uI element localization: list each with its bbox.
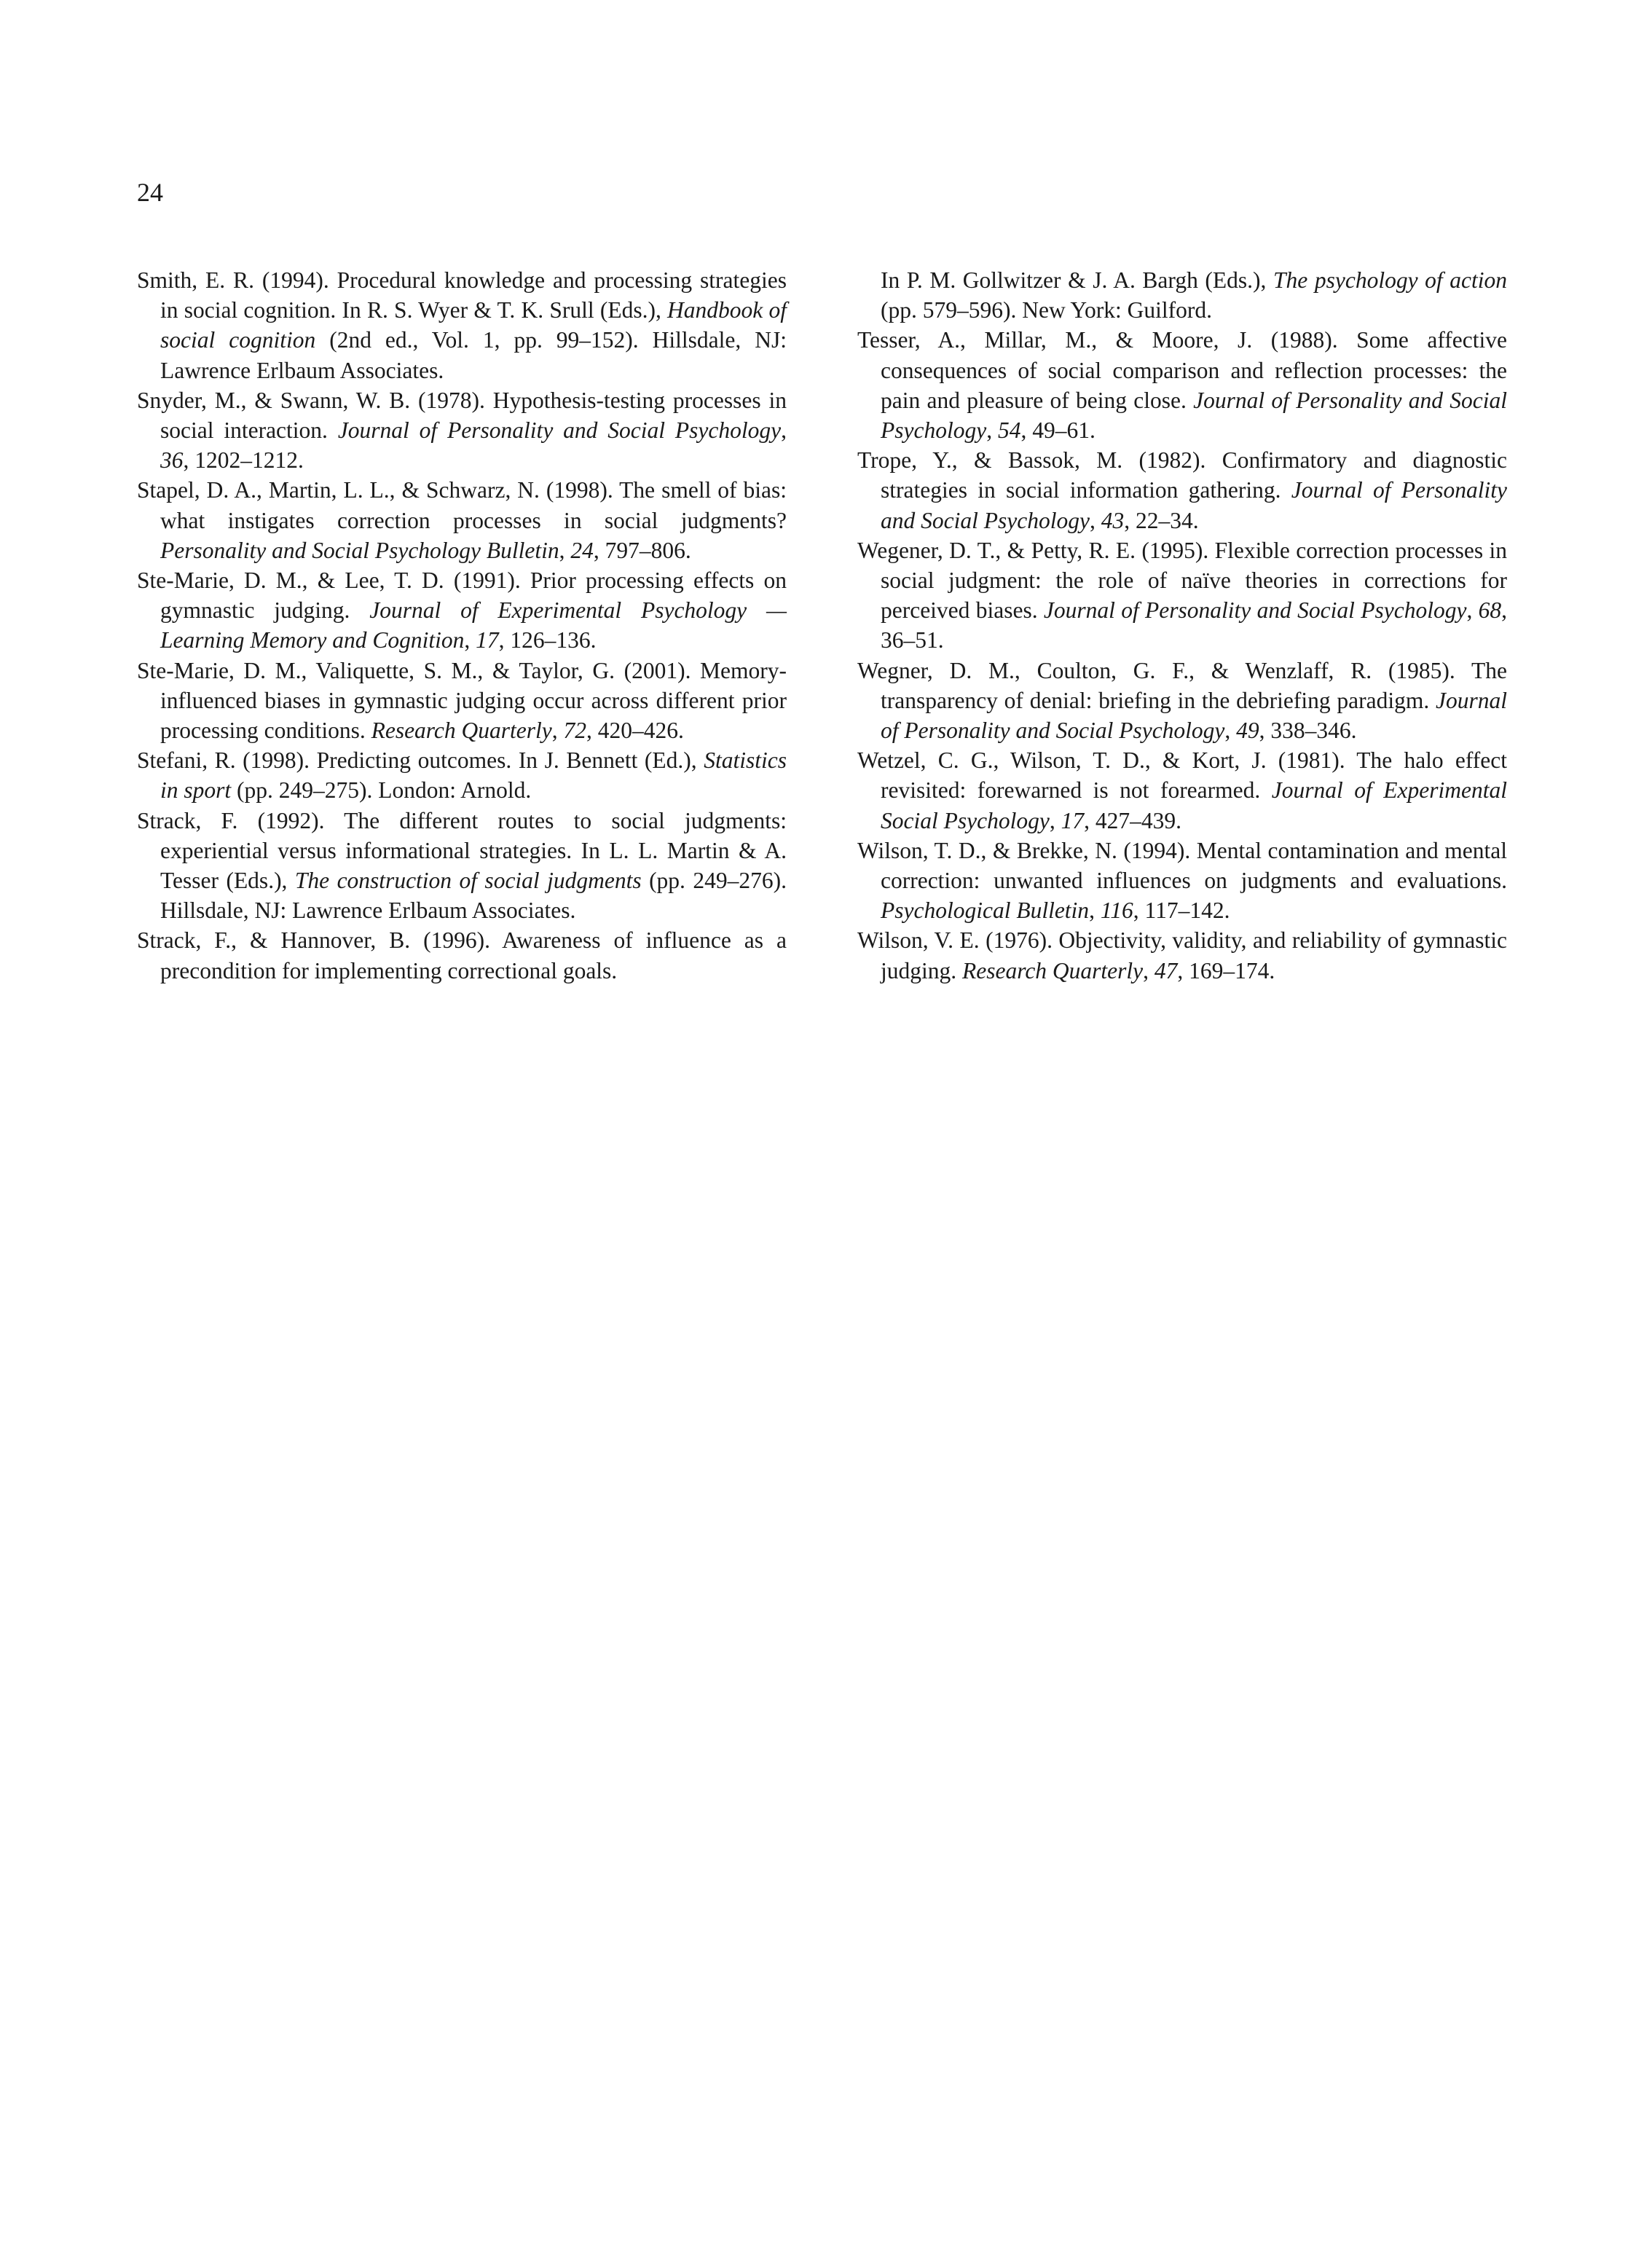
reference-stemarie-2001: Ste-Marie, D. M., Valiquette, S. M., & Taylor, G. (2001). Memory-influenced biases in gymnastic judging occur across different prior processing conditions. Research Quarterly, 72, 420–426. xyxy=(137,657,787,744)
reference-wetzel-1981: Wetzel, C. G., Wilson, T. D., & Kort, J. (1981). The halo effect revisited: forewarned is not forearmed. Journal of Experimental Social Psychology, 17, 427–439. xyxy=(857,747,1507,833)
reference-wegner-1985: Wegner, D. M., Coulton, G. F., & Wenzlaff, R. (1985). The transparency of denial: briefing in the debriefing paradigm. Journal of Personality and Social Psychology, 49, 338–346. xyxy=(857,657,1507,744)
reference-strack-1992: Strack, F. (1992). The different routes to social judgments: experiential versus informational strategies. In L. L. Martin & A. Tesser (Eds.), The construction of social judgments (pp. 249–276). Hillsdale, NJ: Lawrence Erlbaum Associates. xyxy=(137,807,787,924)
reference-wilson-1994: Wilson, T. D., & Brekke, N. (1994). Mental contamination and mental correction: unwanted influences on judgments and evaluations. Psychological Bulletin, 116, 117–142. xyxy=(857,837,1507,924)
reference-stapel-1998: Stapel, D. A., Martin, L. L., & Schwarz, N. (1998). The smell of bias: what instigates correction processes in social judgments? Personality and Social Psychology Bulletin, 24, 797–806. xyxy=(137,477,787,563)
reference-stefani-1998: Stefani, R. (1998). Predicting outcomes. In J. Bennett (Ed.), Statistics in sport (pp. 249–275). London: Arnold. xyxy=(137,747,787,804)
reference-smith-1994: Smith, E. R. (1994). Procedural knowledge and processing strategies in social cognition. In R. S. Wyer & T. K. Srull (Eds.), Handbook of social cognition (2nd ed., Vol. 1, pp. 99–152). Hillsdale, NJ: Lawrence Erlbaum Associates. xyxy=(137,267,787,383)
reference-snyder-1978: Snyder, M., & Swann, W. B. (1978). Hypothesis-testing processes in social interaction. Journal of Personality and Social Psychology, 36, 1202–1212. xyxy=(137,387,787,474)
reference-strack-1996: Strack, F., & Hannover, B. (1996). Awareness of influence as a precondition for implementing correctional goals. xyxy=(137,927,787,983)
reference-tesser-1988: Tesser, A., Millar, M., & Moore, J. (1988). Some affective consequences of social comparison and reflection processes: the pain and pleasure of being close. Journal of Personality and Social Psychology, 54, 49–61. xyxy=(857,327,1507,444)
references-right-column xyxy=(857,265,1507,986)
reference-strack-1996-continued: In P. M. Gollwitzer & J. A. Bargh (Eds.), The psychology of action (pp. 579–596). New York: Guilford. xyxy=(881,267,1507,323)
page-number: 24 xyxy=(137,178,163,207)
reference-wegener-1995: Wegener, D. T., & Petty, R. E. (1995). Flexible correction processes in social judgment: the role of naïve theories in corrections for perceived biases. Journal of Personality and Social Psychology, 68, 36–51. xyxy=(857,537,1508,653)
reference-trope-1982: Trope, Y., & Bassok, M. (1982). Confirmatory and diagnostic strategies in social information gathering. Journal of Personality and Social Psychology, 43, 22–34. xyxy=(857,447,1507,533)
reference-stemarie-1991: Ste-Marie, D. M., & Lee, T. D. (1991). Prior processing effects on gymnastic judging. Journal of Experimental Psychology — Learning Memory and Cognition, 17, 126–136. xyxy=(137,568,787,653)
references-left-column xyxy=(137,265,787,986)
reference-wilson-v-1976: Wilson, V. E. (1976). Objectivity, validity, and reliability of gymnastic judging. Research Quarterly, 47, 169–174. xyxy=(857,927,1507,983)
